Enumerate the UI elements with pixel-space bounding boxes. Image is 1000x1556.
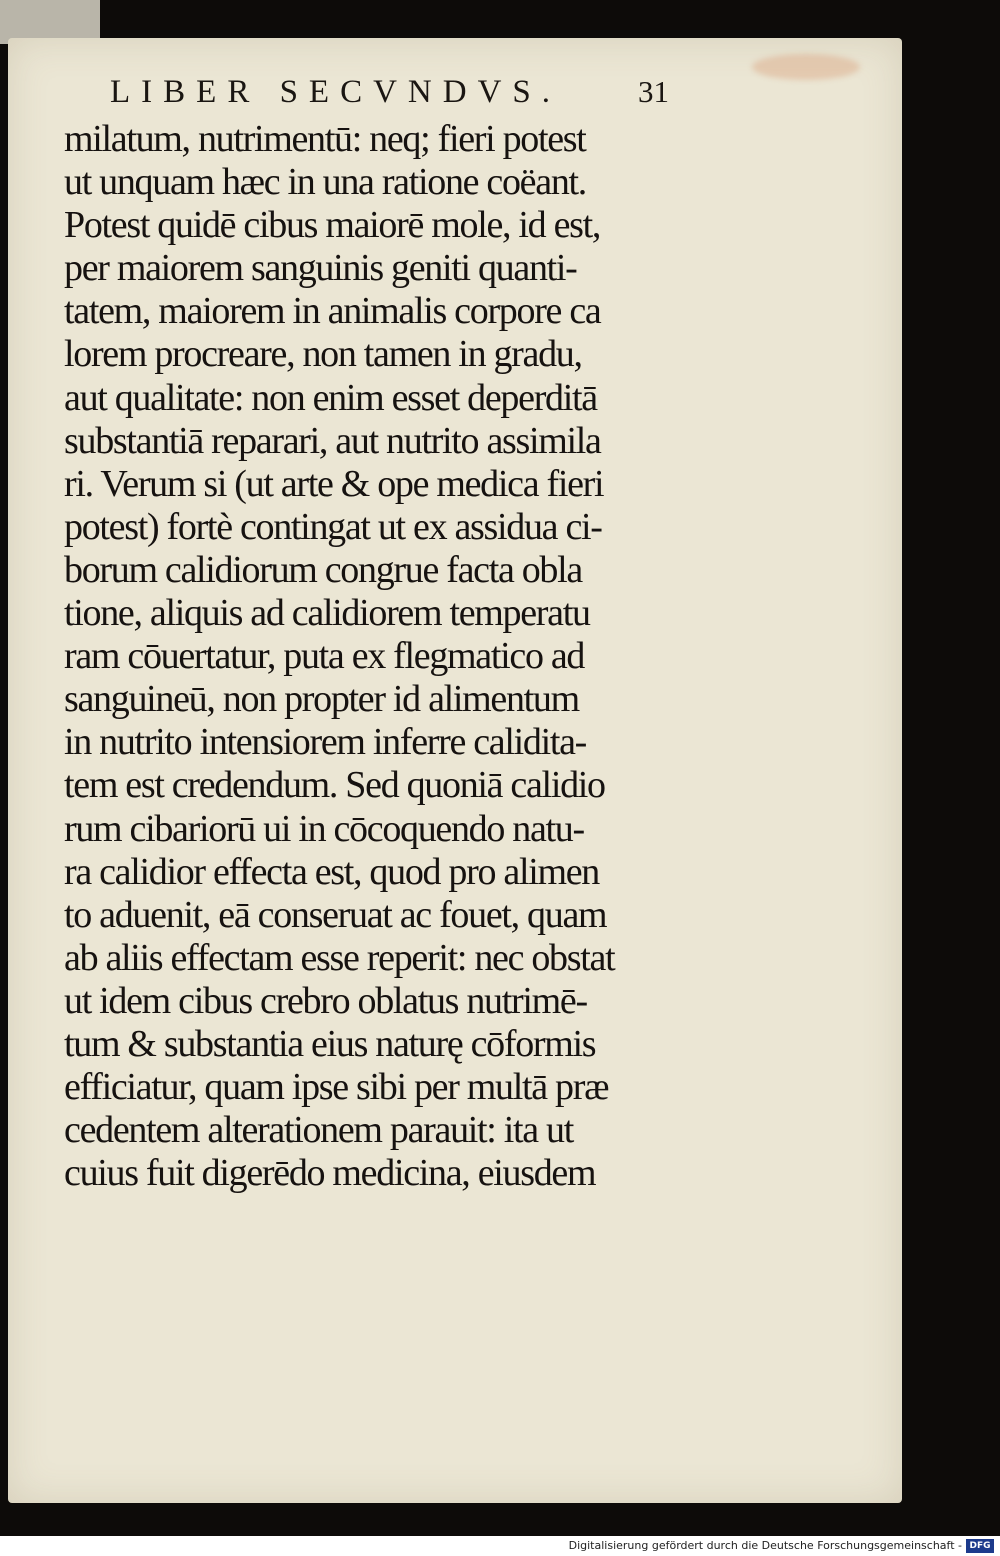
text-line: efficiatur, quam ipse sibi per multā præ (64, 1066, 609, 1109)
text-line: tatem, maiorem in animalis corpore ca (64, 290, 601, 333)
text-line: borum calidiorum congrue facta obla (64, 548, 582, 591)
text-line: rum cibariorū ui in cōcoquendo natu- (64, 807, 584, 850)
text-line: substantiā reparari, aut nutrito assimila (64, 419, 601, 462)
digitization-footer (0, 1536, 1000, 1556)
text-line: sanguineū, non propter id alimentum (64, 678, 579, 721)
text-line: cedentem alterationem parauit: ita ut (64, 1109, 573, 1152)
paper-stain (752, 54, 860, 80)
text-line: ra calidior effecta est, quod pro alimen (64, 850, 599, 893)
page-number: 31 (638, 74, 669, 109)
text-line: Potest quidē cibus maiorē mole, id est, (64, 204, 601, 247)
text-line: ut unquam hæc in una ratione coëant. (64, 161, 586, 204)
text-line: aut qualitate: non enim esset deperditā (64, 376, 597, 419)
text-line: tione, aliquis ad calidiorem temperatu (64, 592, 590, 635)
page-header (110, 74, 670, 118)
text-line: to aduenit, eā conseruat ac fouet, quam (64, 893, 607, 936)
text-line: ab aliis effectam esse reperit: nec obstat (64, 936, 615, 979)
text-line: ut idem cibus crebro oblatus nutrimē- (64, 979, 587, 1022)
text-line: cuius fuit digerēdo medicina, eiusdem (64, 1152, 596, 1195)
body-text (64, 118, 704, 1195)
text-line: potest) fortè contingat ut ex assidua ci- (64, 505, 602, 548)
text-line: per maiorem sanguinis geniti quanti- (64, 247, 577, 290)
text-line: in nutrito intensiorem inferre calidita- (64, 721, 587, 764)
text-line: tem est credendum. Sed quoniā calidio (64, 764, 605, 807)
dfg-logo: DFG (966, 1539, 994, 1553)
text-line: ri. Verum si (ut arte & ope medica fieri (64, 462, 604, 505)
text-line: ram cōuertatur, puta ex flegmatico ad (64, 635, 585, 678)
text-line: lorem procreare, non tamen in gradu, (64, 333, 582, 376)
running-title: LIBER SECVNDVS. (110, 74, 562, 110)
text-line: tum & substantia eius naturę cōformis (64, 1022, 596, 1065)
footer-credit: Digitalisierung gefördert durch die Deutsche Forschungsgemeinschaft - (568, 1539, 962, 1552)
text-line: milatum, nutrimentū: neq; fieri potest (64, 118, 586, 160)
